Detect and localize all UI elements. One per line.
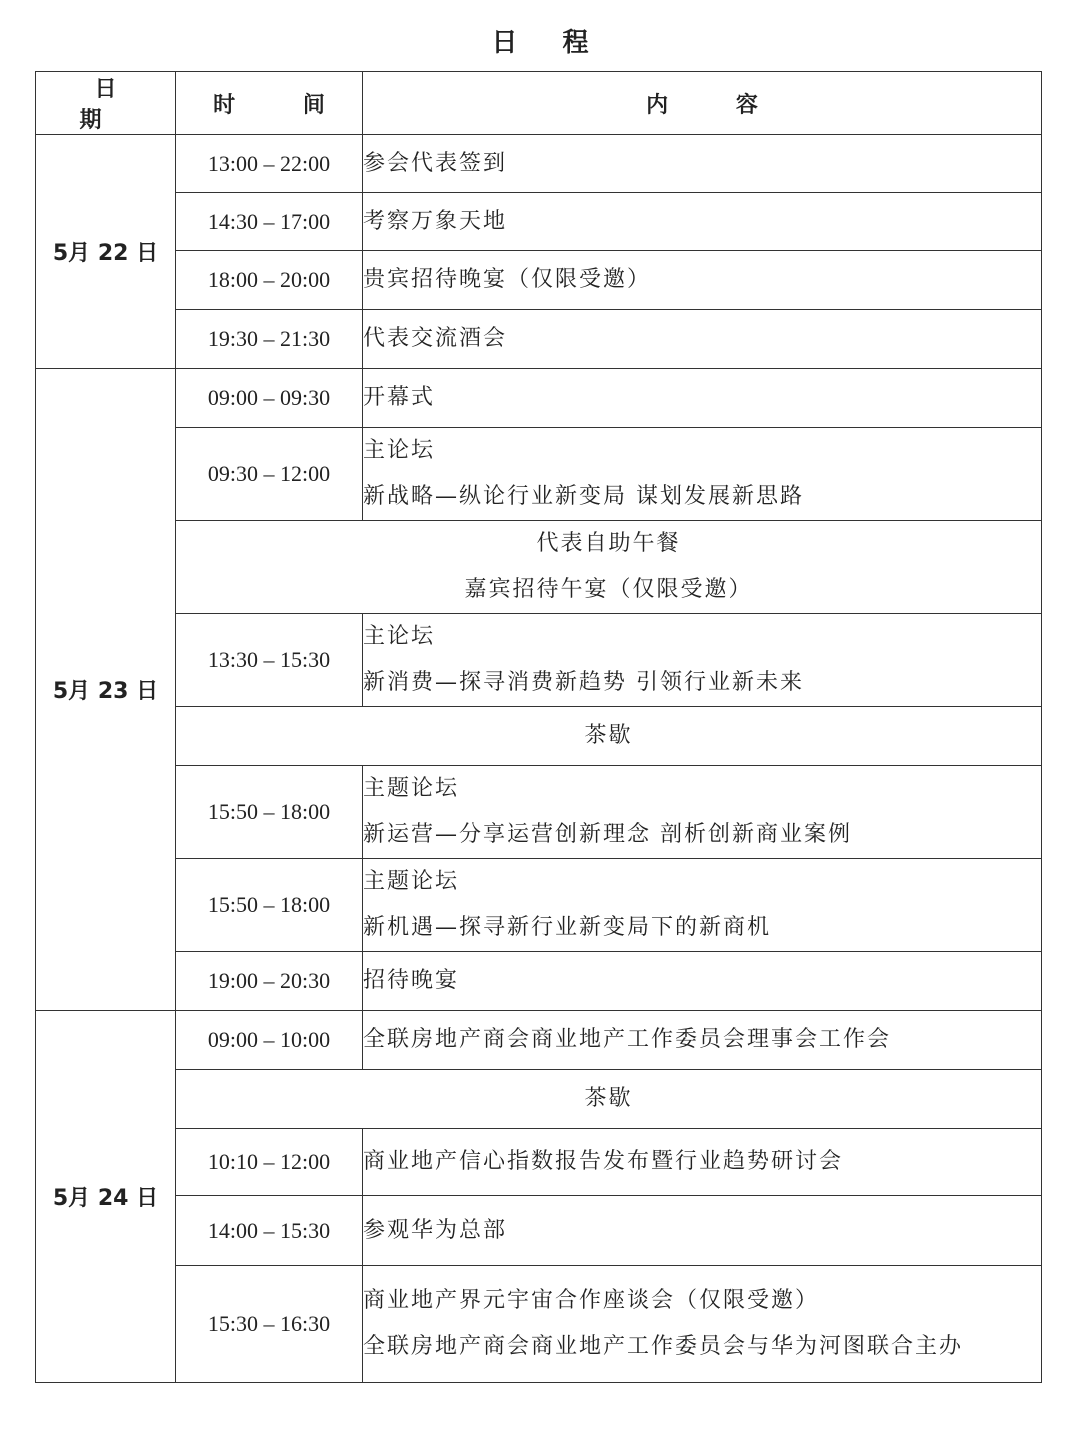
content-cell <box>363 614 1042 707</box>
date-cell: 5月 23 日 <box>36 369 176 1011</box>
date-cell: 5月 24 日 <box>36 1011 176 1383</box>
table-row <box>36 859 1042 952</box>
content-cell <box>363 135 1042 193</box>
time-cell: 09:30 – 12:00 <box>176 428 363 521</box>
content-cell <box>363 1129 1042 1196</box>
content-cell <box>363 369 1042 428</box>
table-row <box>36 1266 1042 1383</box>
table-row <box>36 1196 1042 1266</box>
table-row <box>36 521 1042 614</box>
content-line: 全联房地产商会商业地产工作委员会理事会工作会 <box>363 1027 892 1052</box>
time-cell: 19:00 – 20:30 <box>176 952 363 1011</box>
content-line: 商业地产信心指数报告发布暨行业趋势研讨会 <box>363 1149 844 1174</box>
content-line: 新消费—探寻消费新趋势 引领行业新未来 <box>363 670 804 695</box>
table-row <box>36 135 1042 193</box>
content-line: 参会代表签到 <box>363 150 508 176</box>
time-cell: 14:00 – 15:30 <box>176 1196 363 1266</box>
break-cell <box>176 1070 1042 1129</box>
table-row <box>36 952 1042 1011</box>
table-row <box>36 1011 1042 1070</box>
content-line: 代表交流酒会 <box>363 326 508 351</box>
break-line: 茶歇 <box>584 723 633 748</box>
content-line: 新运营—分享运营创新理念 剖析创新商业案例 <box>363 822 852 847</box>
break-line: 代表自助午餐 <box>536 531 681 556</box>
content-line: 考察万象天地 <box>363 208 508 234</box>
header-date: 日 期 <box>36 72 176 135</box>
time-cell: 10:10 – 12:00 <box>176 1129 363 1196</box>
time-cell: 09:00 – 09:30 <box>176 369 363 428</box>
content-cell <box>363 193 1042 251</box>
content-line: 开幕式 <box>363 385 436 410</box>
table-row <box>36 193 1042 251</box>
table-row <box>36 428 1042 521</box>
header-time: 时 间 <box>176 72 363 135</box>
content-cell <box>363 251 1042 310</box>
content-line: 主论坛 <box>363 438 436 463</box>
time-cell: 15:50 – 18:00 <box>176 859 363 952</box>
time-cell: 15:30 – 16:30 <box>176 1266 363 1383</box>
break-cell <box>176 707 1042 766</box>
content-line: 贵宾招待晚宴（仅限受邀） <box>363 267 652 292</box>
content-cell <box>363 1196 1042 1266</box>
table-row <box>36 310 1042 369</box>
schedule-body <box>36 135 1042 1383</box>
content-line: 新战略—纵论行业新变局 谋划发展新思路 <box>363 484 804 509</box>
content-cell <box>363 766 1042 859</box>
table-row <box>36 251 1042 310</box>
schedule-table <box>35 71 1042 1383</box>
content-cell <box>363 1266 1042 1383</box>
time-cell: 18:00 – 20:00 <box>176 251 363 310</box>
table-row <box>36 1070 1042 1129</box>
header-row <box>36 72 1042 135</box>
date-cell: 5月 22 日 <box>36 135 176 369</box>
content-cell <box>363 310 1042 369</box>
table-row <box>36 614 1042 707</box>
content-cell <box>363 952 1042 1011</box>
table-row <box>36 1129 1042 1196</box>
table-row <box>36 707 1042 766</box>
content-line: 商业地产界元宇宙合作座谈会（仅限受邀） <box>363 1288 820 1313</box>
break-line: 嘉宾招待午宴（仅限受邀） <box>464 577 753 602</box>
table-row <box>36 369 1042 428</box>
content-line: 招待晚宴 <box>363 968 460 993</box>
content-line: 主题论坛 <box>363 776 460 801</box>
time-cell: 15:50 – 18:00 <box>176 766 363 859</box>
time-cell: 14:30 – 17:00 <box>176 193 363 251</box>
header-content: 内 容 <box>363 72 1042 135</box>
break-line: 茶歇 <box>584 1086 633 1111</box>
content-line: 主论坛 <box>363 624 436 649</box>
time-cell: 13:00 – 22:00 <box>176 135 363 193</box>
break-cell <box>176 521 1042 614</box>
page-title: 日 程 <box>491 28 607 58</box>
time-cell: 19:30 – 21:30 <box>176 310 363 369</box>
time-cell: 09:00 – 10:00 <box>176 1011 363 1070</box>
content-line: 参观华为总部 <box>363 1217 508 1243</box>
content-cell <box>363 859 1042 952</box>
content-cell <box>363 1011 1042 1070</box>
table-row <box>36 766 1042 859</box>
content-cell <box>363 428 1042 521</box>
content-line: 新机遇—探寻新行业新变局下的新商机 <box>363 915 772 940</box>
time-cell: 13:30 – 15:30 <box>176 614 363 707</box>
content-line: 主题论坛 <box>363 869 460 894</box>
content-line: 全联房地产商会商业地产工作委员会与华为河图联合主办 <box>363 1334 964 1359</box>
